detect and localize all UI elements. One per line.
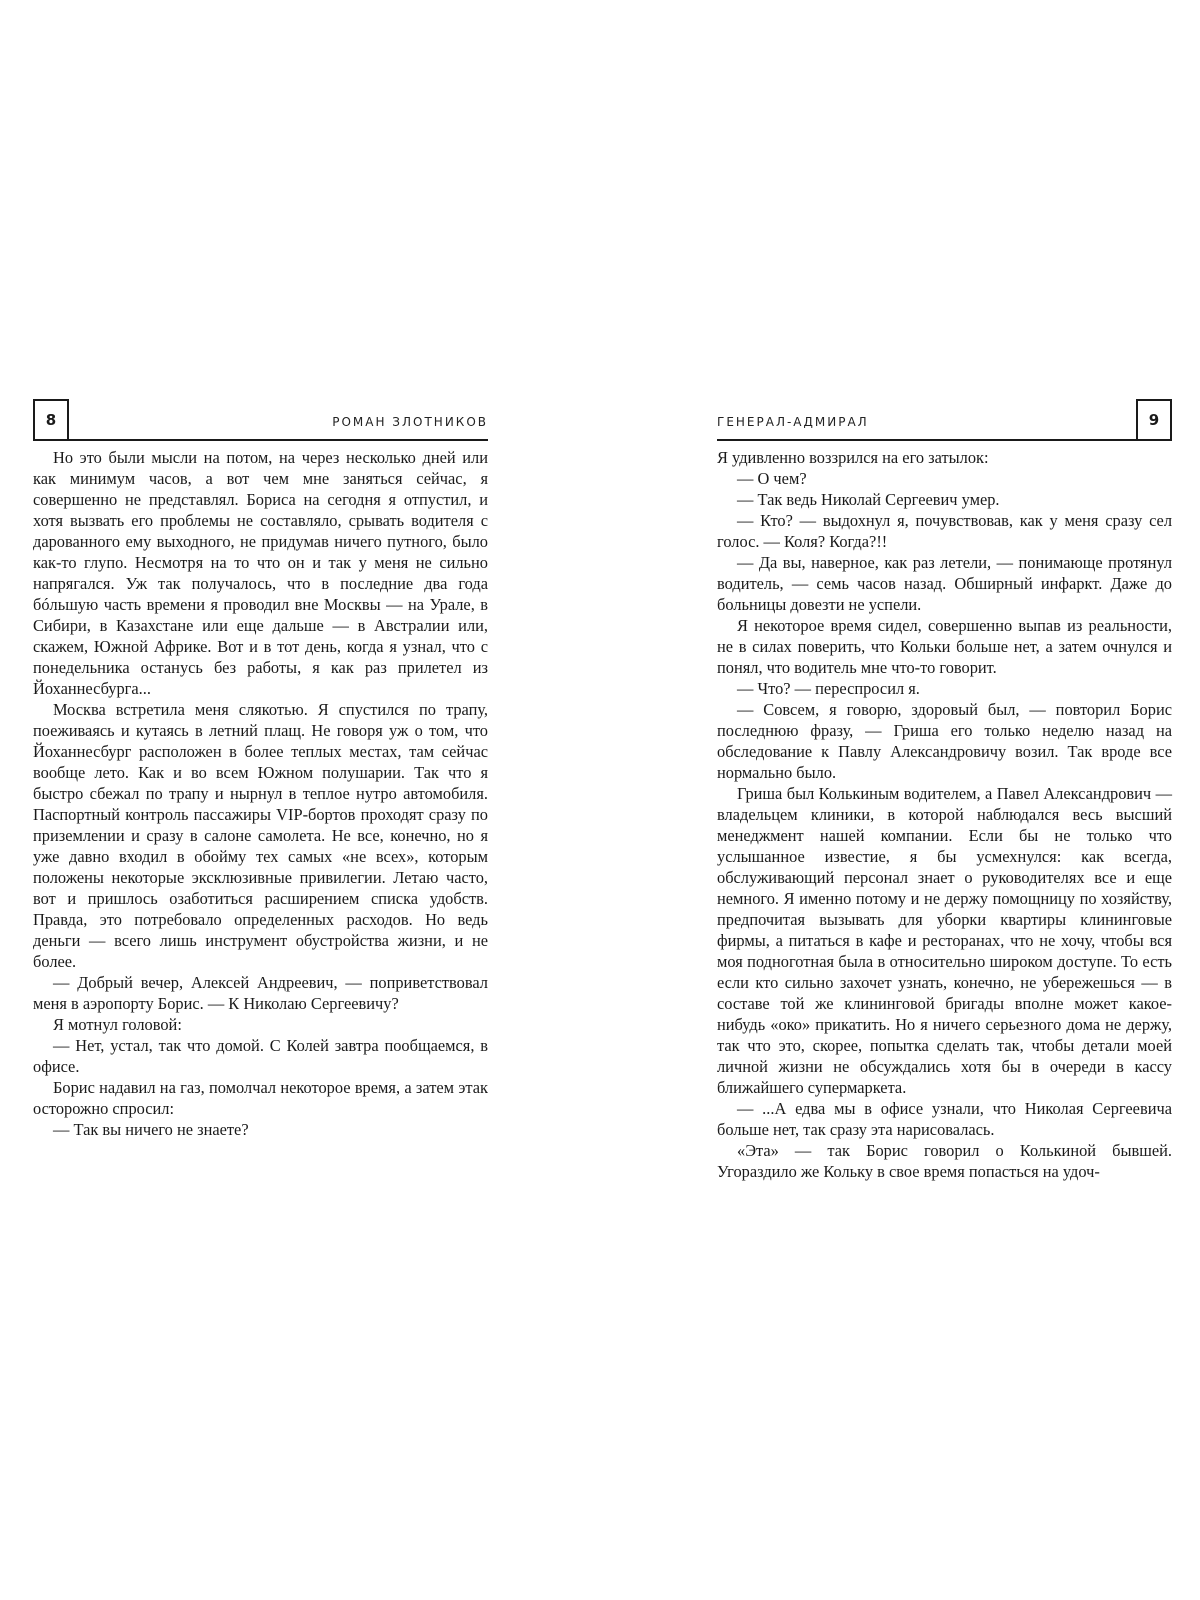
header-rule [33, 439, 488, 441]
paragraph: — Совсем, я говорю, здоровый был, — повторил Борис последнюю фразу, — Гриша его только неделю назад на обследование к Павлу Александровичу возил. Так вроде все нормально было. [717, 700, 1172, 782]
running-head-author: РОМАН ЗЛОТНИКОВ [332, 415, 488, 429]
right-page [717, 399, 1172, 1182]
paragraph: Но это были мысли на потом, на через несколько дней или как минимум часов, а вот чем мне заняться сейчас, я совершенно не представлял. Бориса на сегодня я отпустил, и хотя вызвать его проблемы не составляло, срывать водителя с дарованного ему выходного, не придумав ничего путного, было как-то глупо. Несмотря на то что он и так у меня не сильно напрягался. Уж так получалось, что в последние два года бóльшую часть времени я проводил вне Москвы — на Урале, в Сибири, в Казахстане или еще дальше — в Австралии или, скажем, Южной Африке. Вот и в тот день, когда я узнал, что с понедельника останусь без работы, я как раз прилетел из Йоханнесбурга... [33, 448, 488, 698]
paragraph: Гриша был Колькиным водителем, а Павел Александрович — владельцем клиники, в которой наблюдался весь высший менеджмент нашей компании. Если бы не только что услышанное известие, я бы усмехнулся: как всегда, обслуживающий персонал знает о руководителях все и еще немного. Я именно потому и не держу помощницу по хозяйству, предпочитая вызывать для уборки квартиры клининговые фирмы, а питаться в кафе и ресторанах, что не хочу, чтобы вся моя подноготная была в относительно широком доступе. То есть если кто сильно захочет узнать, конечно, не убережешься — в составе той же клининговой бригады вполне может какое-нибудь «око» прикатить. Но я ничего серьезного дома не держу, так что это, скорее, попытка сделать так, чтобы детали моей личной жизни не обсуждались хотя бы в очереди в кассу ближайшего супермаркета. [717, 784, 1172, 1097]
paragraph: Борис надавил на газ, помолчал некоторое время, а затем этак осторожно спросил: [33, 1078, 488, 1118]
paragraph: — О чем? [737, 469, 807, 488]
paragraph: Москва встретила меня слякотью. Я спустился по трапу, поеживаясь и кутаясь в летний плащ. Не говоря уж о том, что Йоханнесбург расположен в более теплых местах, там сейчас вообще лето. Как и во всем Южном полушарии. Так что я быстро сбежал по трапу и нырнул в теплое нутро автомобиля. Паспортный контроль пассажиры VIP-бортов проходят сразу по приземлении и сразу в салоне самолета. Не все, конечно, но я уже давно входил в обойму тех самых «не всех», которым положены некоторые эксклюзивные привилегии. Летаю часто, вот и пришлось озаботиться расширением списка удобств. Правда, это потребовало определенных расходов. Но ведь деньги — всего лишь инструмент обустройства жизни, и не более. [33, 700, 488, 971]
page-number: 8 [33, 399, 69, 439]
header-rule [717, 439, 1172, 441]
page-number: 9 [1136, 399, 1172, 439]
paragraph: Я удивленно воззрился на его затылок: [717, 448, 989, 467]
paragraph: Я мотнул головой: [53, 1015, 182, 1034]
left-page-body [33, 447, 488, 1140]
paragraph: — ...А едва мы в офисе узнали, что Николая Сергеевича больше нет, так сразу эта нарисовалась. [717, 1099, 1172, 1139]
paragraph: — Так ведь Николай Сергеевич умер. [737, 490, 1000, 509]
paragraph: Я некоторое время сидел, совершенно выпав из реальности, не в силах поверить, что Кольки больше нет, а затем очнулся и понял, что водитель мне что-то говорит. [717, 616, 1172, 677]
paragraph: — Да вы, наверное, как раз летели, — понимающе протянул водитель, — семь часов назад. Обширный инфаркт. Даже до больницы довезти не успели. [717, 553, 1172, 614]
paragraph: — Нет, устал, так что домой. С Колей завтра пообщаемся, в офисе. [33, 1036, 488, 1076]
paragraph: — Кто? — выдохнул я, почувствовав, как у меня сразу сел голос. — Коля? Когда?!! [717, 511, 1172, 551]
paragraph: — Так вы ничего не знаете? [53, 1120, 249, 1139]
running-head-title: ГЕНЕРАЛ-АДМИРАЛ [717, 415, 869, 429]
left-page-header [33, 399, 488, 442]
right-page-body [717, 447, 1172, 1182]
paragraph: — Добрый вечер, Алексей Андреевич, — поприветствовал меня в аэропорту Борис. — К Николаю Сергеевичу? [33, 973, 488, 1013]
right-page-header [717, 399, 1172, 442]
left-page [33, 399, 488, 1140]
paragraph: — Что? — переспросил я. [737, 679, 920, 698]
paragraph: «Эта» — так Борис говорил о Колькиной бывшей. Угораздило же Кольку в свое время попасться на удоч- [717, 1141, 1172, 1181]
